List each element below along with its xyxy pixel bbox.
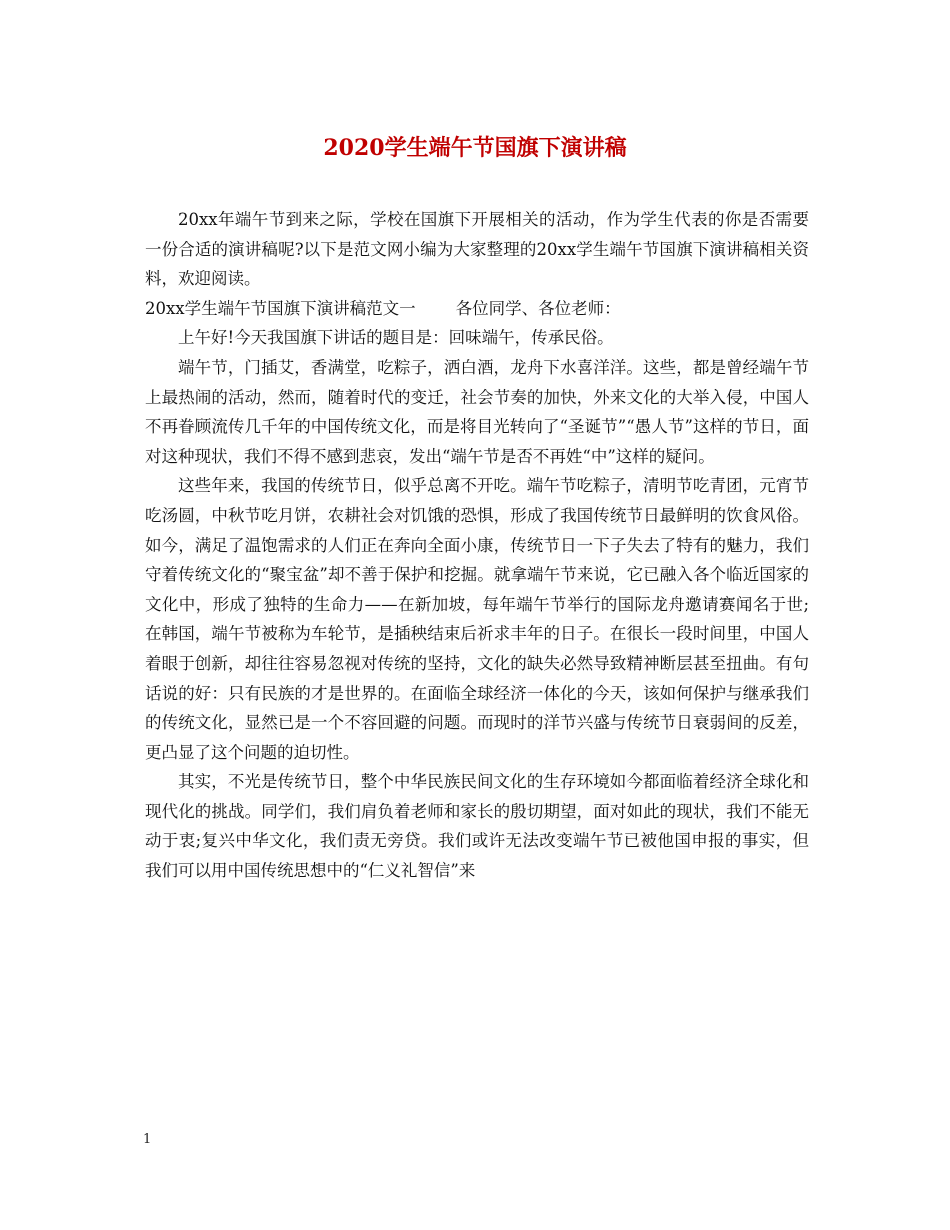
- paragraph-challenges: 其实，不光是传统节日，整个中华民族民间文化的生存环境如今都面临着经济全球化和现代化的挑战。同学们，我们肩负着老师和家长的殷切期望，面对如此的现状，我们不能无动于衷;复兴中华文化，我们责无旁贷。我们或许无法改变端午节已被他国申报的事实，但我们可以用中国传统思想中的“仁义礼智信”来: [145, 772, 809, 881]
- salutation: 各位同学、各位老师：: [455, 298, 621, 318]
- document-title: 2020学生端午节国旗下演讲稿: [323, 135, 627, 161]
- paragraph-customs: 端午节，门插艾，香满堂，吃粽子，洒白酒，龙舟下水喜洋洋。这些，都是曾经端午节上最热闹的活动，然而，随着时代的变迁，社会节奏的加快，外来文化的大举入侵，中国人不再眷顾流传几千年的中国传统文化，而是将目光转向了“圣诞节”“愚人节”这样的节日，面对这种现状，我们不得不感到悲哀，发出“端午节是否不再姓“中”这样的疑问。: [145, 357, 809, 466]
- document-body: [145, 205, 809, 886]
- page-number: 1: [143, 1132, 152, 1147]
- section-heading-line: [145, 294, 809, 324]
- paragraph-traditions: 这些年来，我国的传统节日，似乎总离不开吃。端午节吃粽子，清明节吃青团，元宵节吃汤圆，中秋节吃月饼，农耕社会对饥饿的恐惧，形成了我国传统节日最鲜明的饮食风俗。如今，满足了温饱需求的人们正在奔向全面小康，传统节日一下子失去了特有的魅力，我们守着传统文化的“聚宝盆”却不善于保护和挖掘。就拿端午节来说，它已融入各个临近国家的文化中，形成了独特的生命力——在新加坡，每年端午节举行的国际龙舟邀请赛闻名于世;在韩国，端午节被称为车轮节，是插秧结束后祈求丰年的日子。在很长一段时间里，中国人着眼于创新，却往往容易忽视对传统的坚持，文化的缺失必然导致精神断层甚至扭曲。有句话说的好：只有民族的才是世界的。在面临全球经济一体化的今天，该如何保护与继承我们的传统文化，显然已是一个不容回避的问题。而现时的洋节兴盛与传统节日衰弱间的反差，更凸显了这个问题的迫切性。: [145, 476, 809, 762]
- section-title: 20xx学生端午节国旗下演讲稿范文一: [145, 298, 416, 318]
- paragraph-greeting: 上午好!今天我国旗下讲话的题目是：回味端午，传承民俗。: [178, 328, 614, 348]
- intro-paragraph: 20xx年端午节到来之际，学校在国旗下开展相关的活动，作为学生代表的你是否需要一份合适的演讲稿呢?以下是范文网小编为大家整理的20xx学生端午节国旗下演讲稿相关资料，欢迎阅读。: [145, 210, 809, 289]
